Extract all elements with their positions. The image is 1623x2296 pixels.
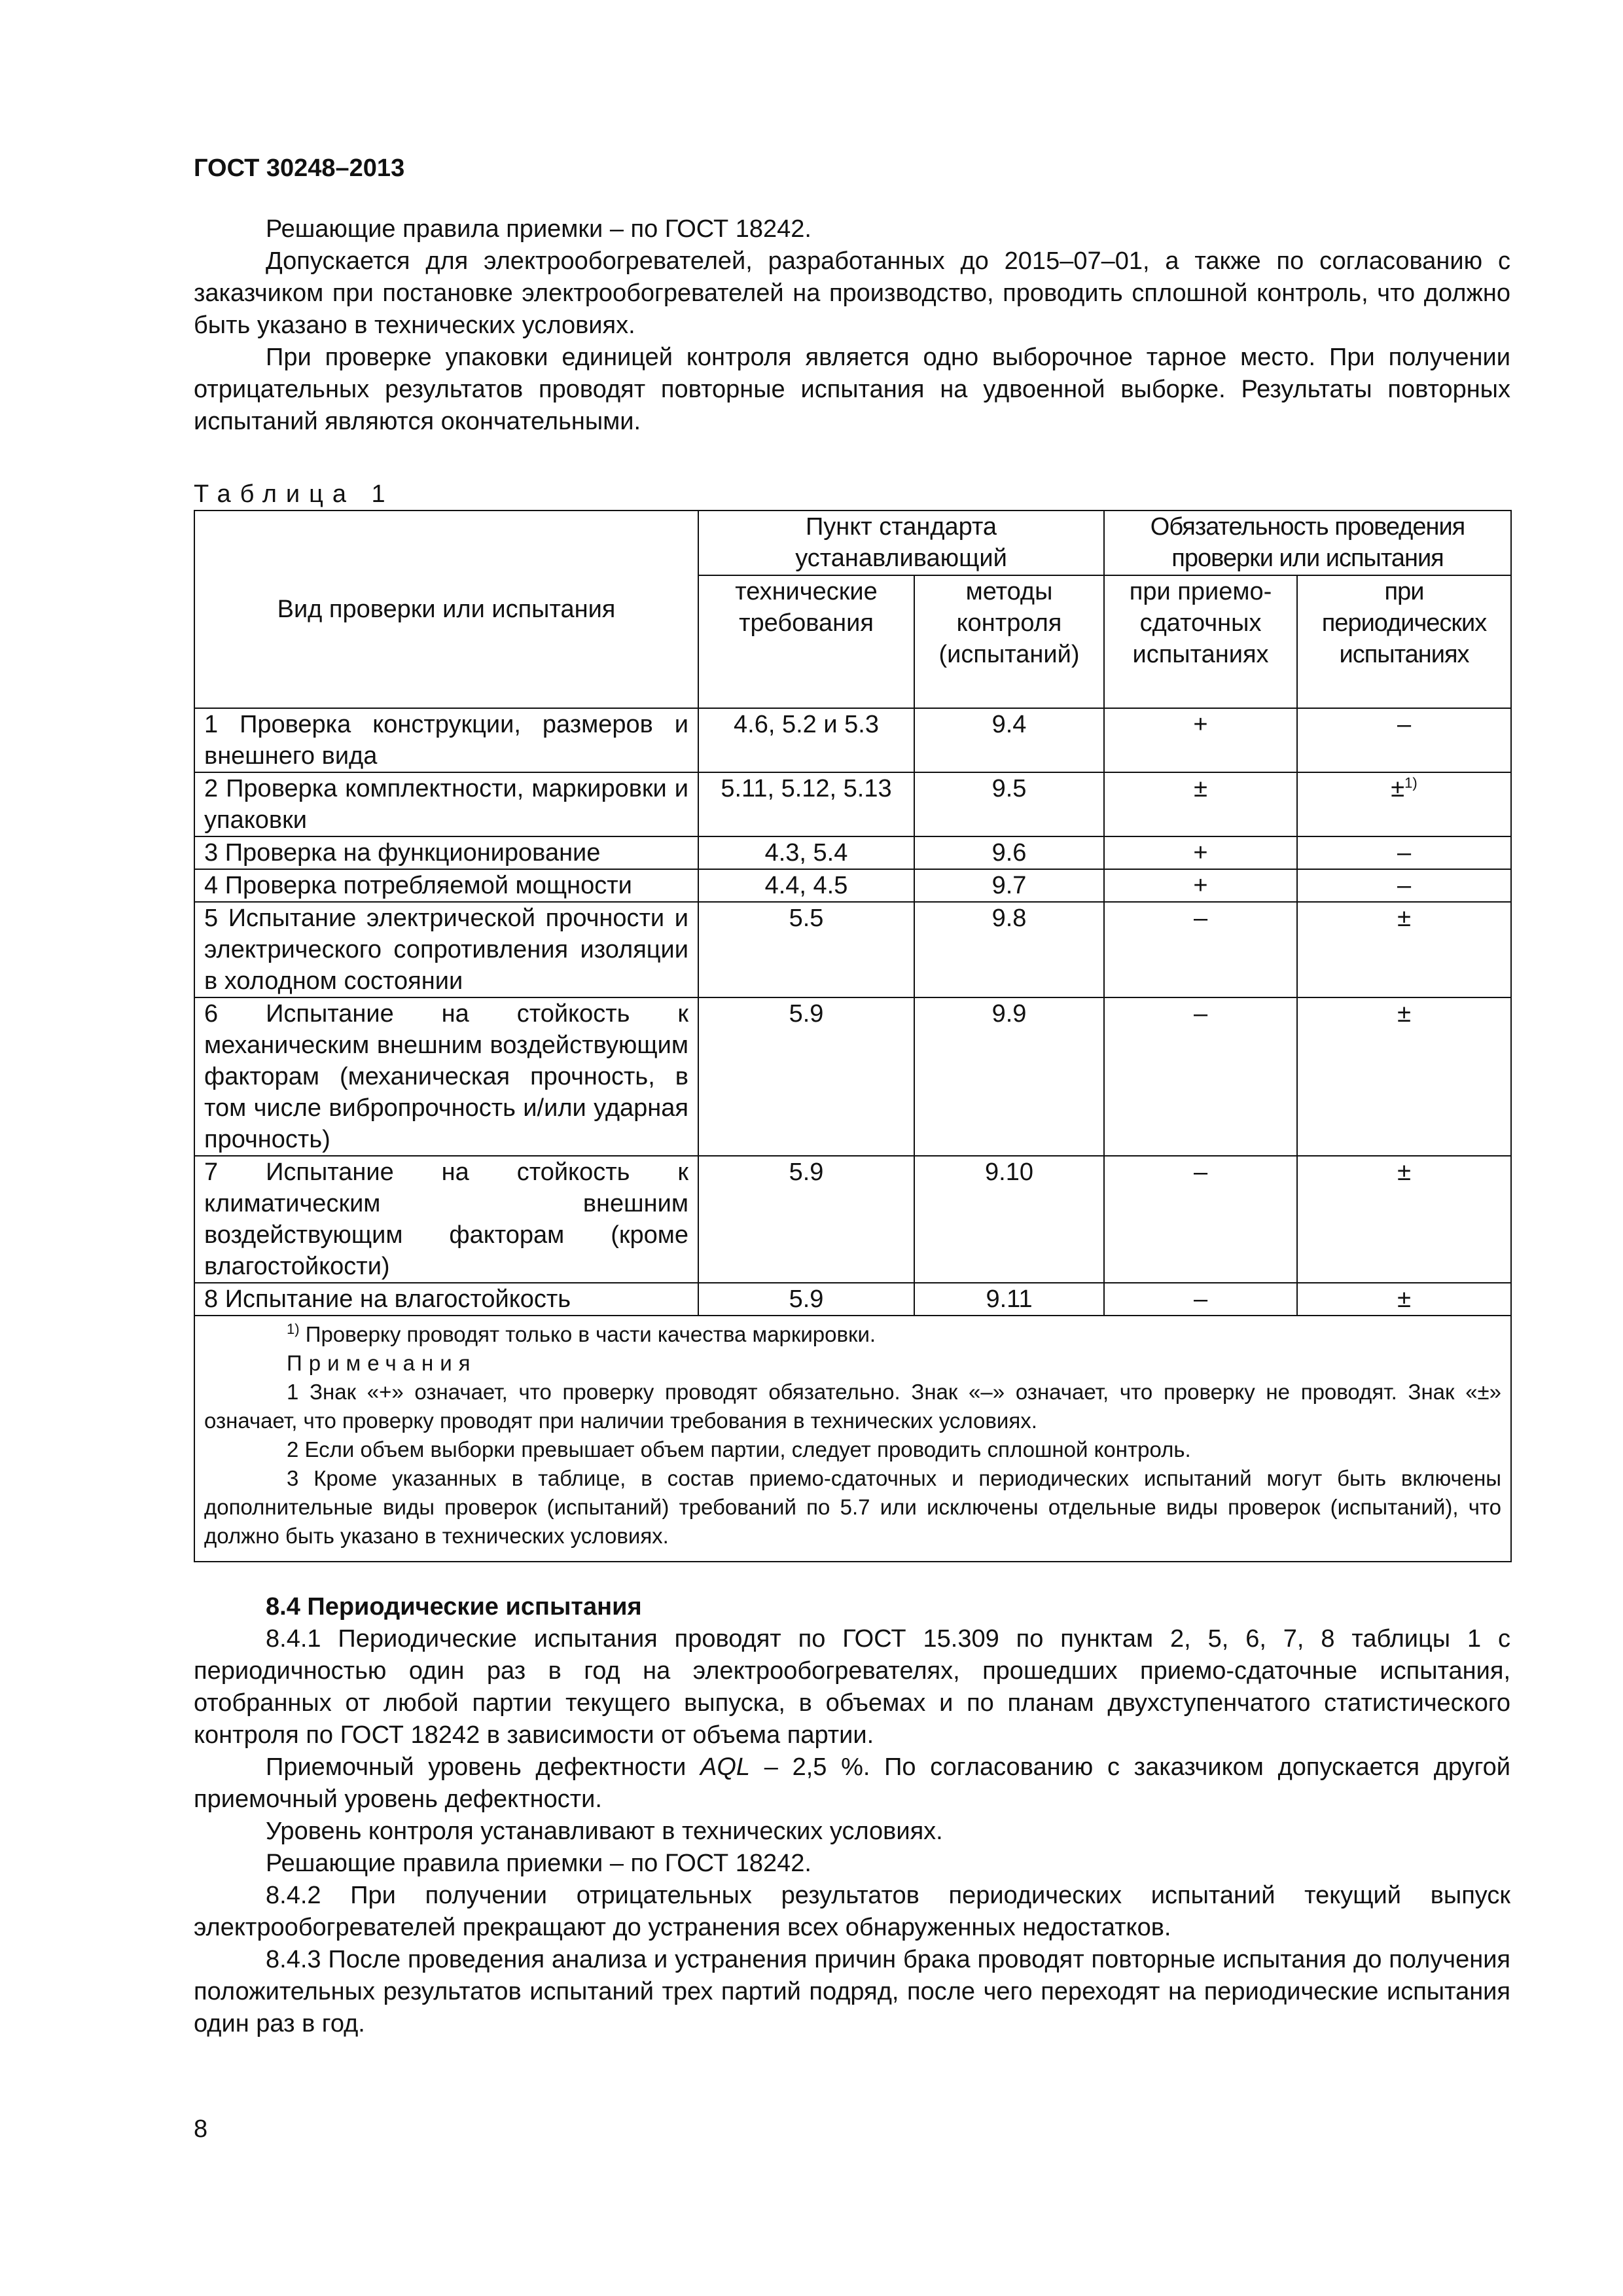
header-test-methods: методы контроля (испытаний): [914, 575, 1104, 708]
row-acceptance: +: [1104, 708, 1297, 772]
table-row: [194, 1283, 1511, 1316]
row-requirements: 5.9: [698, 1156, 914, 1283]
header-standard-clause: Пункт стандарта устанавливающий: [698, 511, 1104, 575]
paragraph-text: – 2,5 %. По согласованию с заказчиком допускается другой приемочный уровень дефектности.: [194, 1753, 1510, 1813]
footnote: [204, 1320, 1501, 1349]
table-row: [194, 708, 1511, 772]
table-caption: Таблица 1: [194, 480, 395, 508]
section-title: 8.4 Периодические испытания: [266, 1593, 642, 1621]
row-periodic: –: [1297, 869, 1511, 902]
row-requirements: 4.3, 5.4: [698, 836, 914, 869]
table-row: [194, 869, 1511, 902]
paragraph-text: Приемочный уровень дефектности: [266, 1753, 701, 1781]
row-test-name: 1 Проверка конструкции, размеров и внешнего вида: [194, 708, 698, 772]
table-row: [194, 902, 1511, 997]
row-periodic: ±: [1297, 997, 1511, 1156]
row-test-name: 5 Испытание электрической прочности и электрического сопротивления изоляции в холодном состоянии: [194, 902, 698, 997]
row-acceptance: –: [1104, 902, 1297, 997]
paragraph: Уровень контроля устанавливают в технических условиях.: [266, 1818, 943, 1845]
header-obligation: Обязательность проведения проверки или испытания: [1104, 511, 1511, 575]
paragraph: 8.4.2 При получении отрицательных результатов периодических испытаний текущий выпуск электрообогревателей прекращают до устранения всех обнаруженных недостатков.: [194, 1882, 1510, 1941]
row-periodic: –: [1297, 708, 1511, 772]
row-method: 9.6: [914, 836, 1104, 869]
page-number: 8: [194, 2115, 208, 2143]
table-row: [194, 1156, 1511, 1283]
header-acceptance-tests: при приемо-сдаточных испытаниях: [1104, 575, 1297, 708]
document-page: [194, 152, 1510, 2040]
row-test-name: 7 Испытание на стойкость к климатическим внешним воздействующим факторам (кроме влагостойкости): [194, 1156, 698, 1283]
paragraph: [194, 1751, 1510, 1816]
row-method: 9.5: [914, 772, 1104, 836]
footnote-ref: 1): [1404, 774, 1418, 791]
notes-title: Примечания: [287, 1351, 477, 1375]
row-test-name: 8 Испытание на влагостойкость: [194, 1283, 698, 1316]
row-requirements: 5.5: [698, 902, 914, 997]
row-method: 9.9: [914, 997, 1104, 1156]
document-header: ГОСТ 30248–2013: [194, 154, 405, 182]
row-test-name: 3 Проверка на функционирование: [194, 836, 698, 869]
footnote-mark: 1): [287, 1321, 300, 1337]
note-item: 1 Знак «+» означает, что проверку проводят обязательно. Знак «–» означает, что проверку не проводят. Знак «±» означает, что проверку проводят при наличии требования в технических условиях.: [204, 1380, 1502, 1433]
row-acceptance: –: [1104, 997, 1297, 1156]
table-row: [194, 772, 1511, 836]
table-notes: [194, 1316, 1511, 1562]
periodic-value: ±: [1391, 775, 1405, 802]
table-row: [194, 836, 1511, 869]
aql-term: AQL: [700, 1753, 751, 1781]
row-requirements: 5.9: [698, 1283, 914, 1316]
row-test-name: 4 Проверка потребляемой мощности: [194, 869, 698, 902]
paragraph: Решающие правила приемки – по ГОСТ 18242.: [266, 215, 812, 243]
row-requirements: 4.6, 5.2 и 5.3: [698, 708, 914, 772]
row-periodic: ±: [1297, 1156, 1511, 1283]
row-method: 9.11: [914, 1283, 1104, 1316]
header-periodic-tests: при периодических испытаниях: [1297, 575, 1511, 708]
paragraph: 8.4.3 После проведения анализа и устранения причин брака проводят повторные испытания до получения положительных результатов испытаний трех партий подряд, после чего переходят на периодические испытания один раз в год.: [194, 1946, 1510, 2037]
note-item: 2 Если объем выборки превышает объем партии, следует проводить сплошной контроль.: [287, 1437, 1191, 1462]
row-acceptance: +: [1104, 836, 1297, 869]
row-acceptance: –: [1104, 1156, 1297, 1283]
header-tech-requirements: технические требования: [698, 575, 914, 708]
row-periodic: [1297, 772, 1511, 836]
row-acceptance: ±: [1104, 772, 1297, 836]
row-test-name: 2 Проверка комплектности, маркировки и упаковки: [194, 772, 698, 836]
row-method: 9.8: [914, 902, 1104, 997]
row-method: 9.4: [914, 708, 1104, 772]
note-item: 3 Кроме указанных в таблице, в состав приемо-сдаточных и периодических испытаний могут быть включены дополнительные виды проверок (испытаний) требований по 5.7 или исключены отдельные виды проверок (испытаний), что должно быть указано в технических условиях.: [204, 1466, 1502, 1548]
paragraph: При проверке упаковки единицей контроля является одно выборочное тарное место. При получении отрицательных результатов проводят повторные испытания на удвоенной выборке. Результаты повторных испытаний являются окончательными.: [194, 344, 1510, 435]
paragraph: Решающие правила приемки – по ГОСТ 18242.: [266, 1850, 812, 1877]
row-requirements: 4.4, 4.5: [698, 869, 914, 902]
row-requirements: 5.9: [698, 997, 914, 1156]
table-row: [194, 997, 1511, 1156]
row-requirements: 5.11, 5.12, 5.13: [698, 772, 914, 836]
paragraph: Допускается для электрообогревателей, разработанных до 2015–07–01, а также по согласованию с заказчиком при постановке электрообогревателей на производство, проводить сплошной контроль, что должно быть указано в технических условиях.: [194, 247, 1510, 339]
table-notes-row: [194, 1316, 1511, 1562]
footnote-text: Проверку проводят только в части качества маркировки.: [305, 1322, 876, 1346]
row-periodic: –: [1297, 836, 1511, 869]
row-test-name: 6 Испытание на стойкость к механическим внешним воздействующим факторам (механическая прочность, в том числе вибропрочность и/или ударная прочность): [194, 997, 698, 1156]
row-periodic: ±: [1297, 902, 1511, 997]
paragraph: 8.4.1 Периодические испытания проводят по ГОСТ 15.309 по пунктам 2, 5, 6, 7, 8 таблицы 1 с периодичностью один раз в год на электрообогревателях, прошедших приемо-сдаточные испытания, отобранных от любой партии текущего выпуска, в объемах и по планам двухступенчатого статистического контроля по ГОСТ 18242 в зависимости от объема партии.: [194, 1625, 1510, 1749]
row-method: 9.7: [914, 869, 1104, 902]
row-acceptance: +: [1104, 869, 1297, 902]
header-test-type: Вид проверки или испытания: [194, 511, 698, 708]
table-header-row: [194, 511, 1511, 575]
row-acceptance: –: [1104, 1283, 1297, 1316]
row-method: 9.10: [914, 1156, 1104, 1283]
row-periodic: ±: [1297, 1283, 1511, 1316]
inspection-table: [194, 510, 1512, 1562]
